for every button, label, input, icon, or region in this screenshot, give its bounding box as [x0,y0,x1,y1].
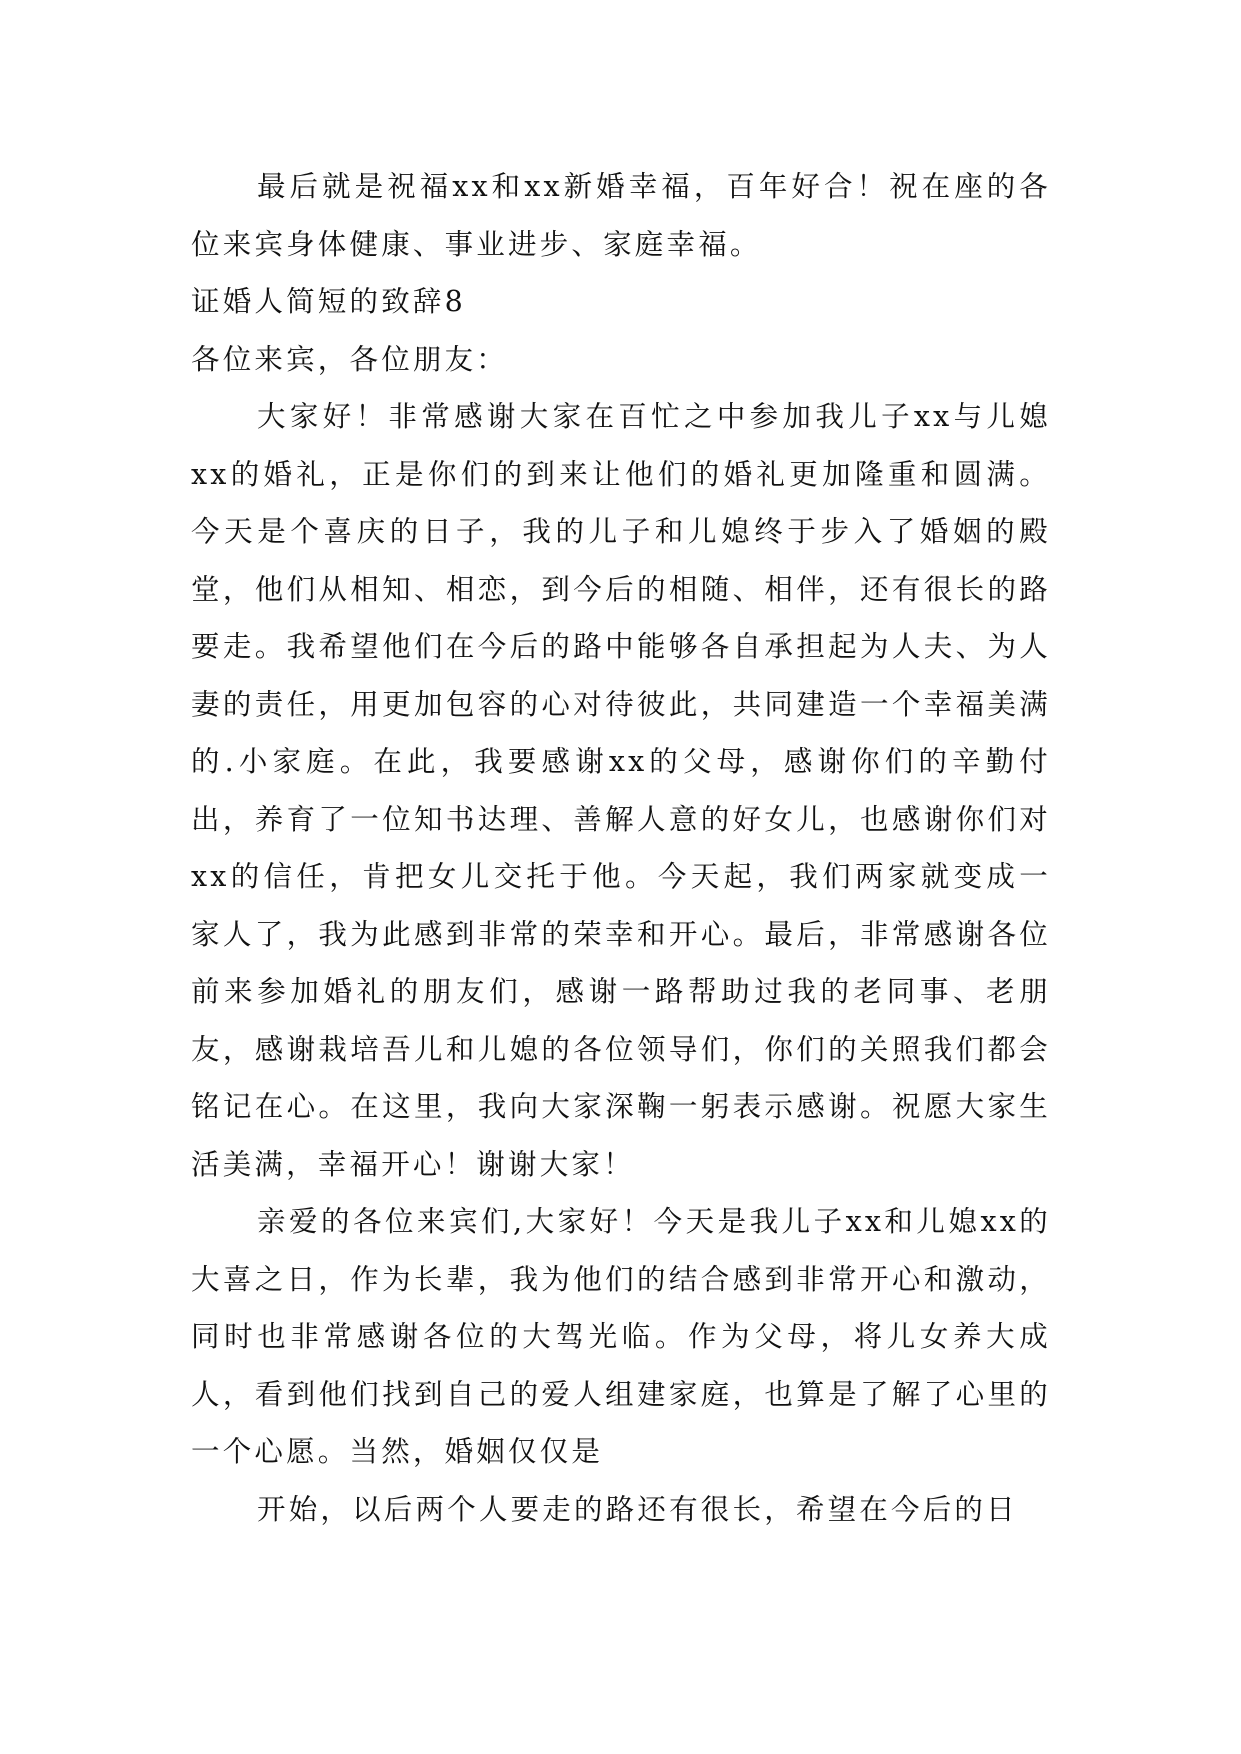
salutation: 各位来宾，各位朋友： [191,342,509,376]
paragraph-second-speech: 亲爱的各位来宾们,大家好！今天是我儿子xx和儿媳xx的大喜之日，作为长辈，我为他们的结合感到非常开心和激动，同时也非常感谢各位的大驾光临。作为父母，将儿女养大成人，看到他们找到自己的爱人组建家庭，也算是了解了心里的一个心愿。当然，婚姻仅仅是 [191,1205,1051,1468]
paragraph-speech-body: 大家好！非常感谢大家在百忙之中参加我儿子xx与儿媳xx的婚礼，正是你们的到来让他们的婚礼更加隆重和圆满。今天是个喜庆的日子，我的儿子和儿媳终于步入了婚姻的殿堂，他们从相知、相恋，到今后的相随、相伴，还有很长的路要走。我希望他们在今后的路中能够各自承担起为人夫、为人妻的责任，用更加包容的心对待彼此，共同建造一个幸福美满的.小家庭。在此，我要感谢xx的父母，感谢你们的辛勤付出，养育了一位知书达理、善解人意的好女儿，也感谢你们对xx的信任，肯把女儿交托于他。今天起，我们两家就变成一家人了，我为此感到非常的荣幸和开心。最后，非常感谢各位前来参加婚礼的朋友们，感谢一路帮助过我的老同事、老朋友，感谢栽培吾儿和儿媳的各位领导们，你们的关照我们都会铭记在心。在这里，我向大家深鞠一躬表示感谢。祝愿大家生活美满，幸福开心！谢谢大家！ [191,400,1051,1181]
document-body [191,158,1051,1538]
section-title: 证婚人简短的致辞8 [191,285,466,318]
paragraph-continuation: 开始，以后两个人要走的路还有很长，希望在今后的日 [257,1492,1018,1526]
paragraph-closing-wish: 最后就是祝福xx和xx新婚幸福，百年好合！祝在座的各位来宾身体健康、事业进步、家庭幸福。 [191,170,1051,261]
